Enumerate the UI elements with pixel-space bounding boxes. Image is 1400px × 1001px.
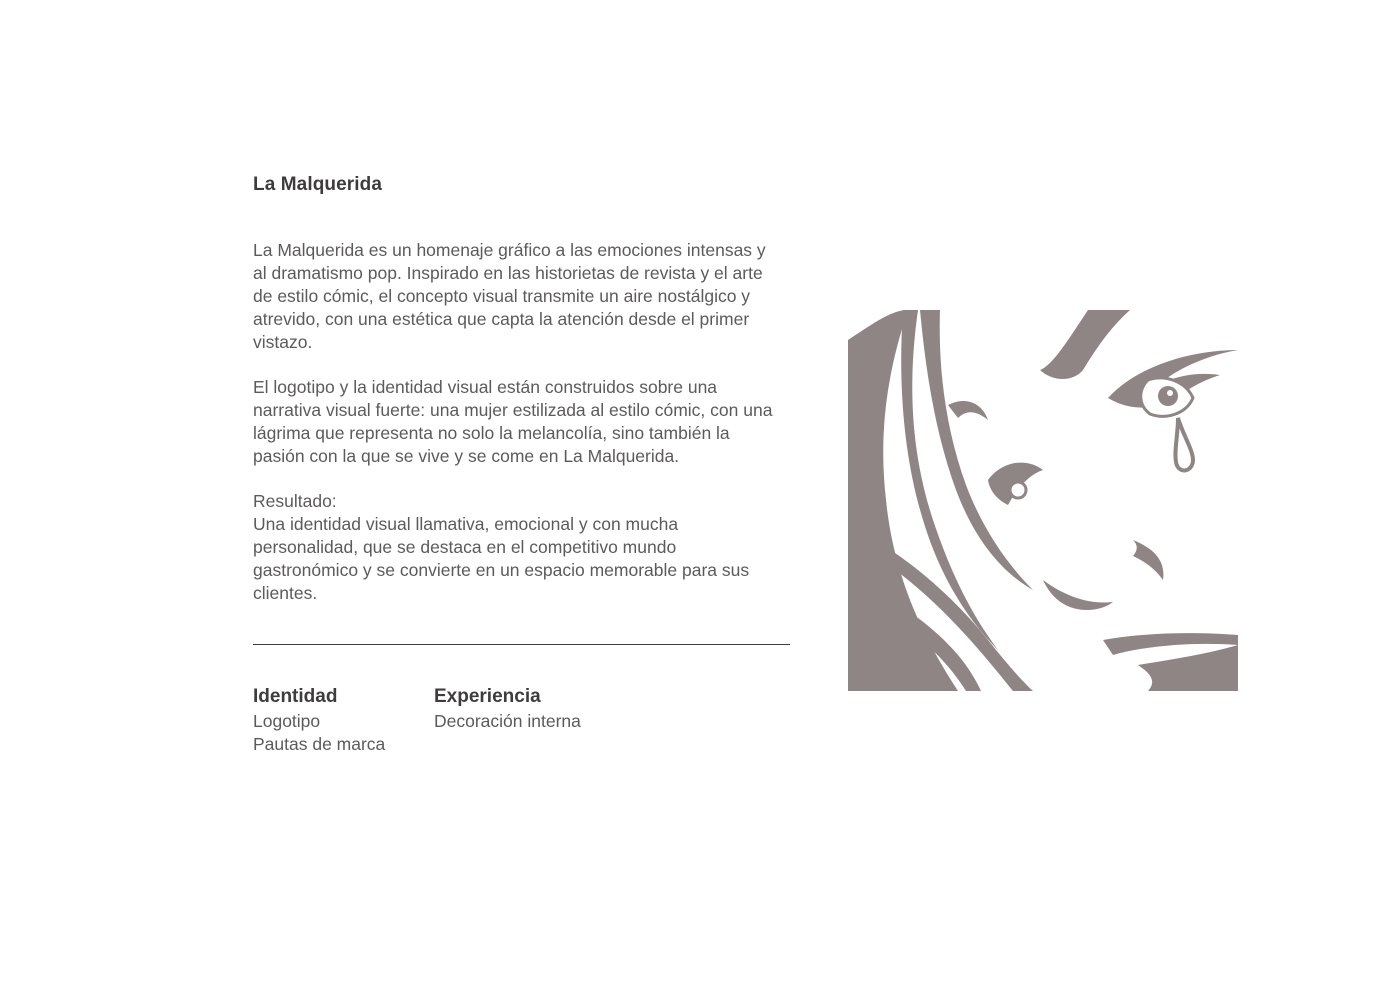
services-column-experiencia xyxy=(434,684,581,733)
services-item: Logotipo xyxy=(253,711,321,731)
description-paragraph: El logotipo y la identidad visual están construidos sobre una narrativa visual fuerte: una mujer estilizada al estilo cómic, con una lágrima que representa no solo la melancolía, sino también la pasión con la que se vive y se come en La Malquerida. xyxy=(253,377,773,466)
project-description xyxy=(253,239,783,627)
services-column-identidad xyxy=(253,684,385,756)
services-item: Decoración interna xyxy=(434,711,581,731)
services-heading: Experiencia xyxy=(434,686,541,707)
illustration-shapes xyxy=(848,310,1238,691)
result-text: Una identidad visual llamativa, emocional y con mucha personalidad, que se destaca en el competitivo mundo gastronómico y se convierte en un espacio memorable para sus clientes. xyxy=(253,514,750,603)
description-paragraph: La Malquerida es un homenaje gráfico a las emociones intensas y al dramatismo pop. Inspirado en las historietas de revista y el arte de estilo cómic, el concepto visual transmite un aire nostálgico y atrevido, con una estética que capta la atención desde el primer vistazo. xyxy=(253,240,766,352)
result-label: Resultado: xyxy=(253,491,337,511)
section-divider xyxy=(253,644,790,645)
project-title: La Malquerida xyxy=(253,174,383,195)
comic-woman-tear-illustration-icon xyxy=(848,310,1238,691)
services-heading: Identidad xyxy=(253,686,338,707)
services-item: Pautas de marca xyxy=(253,734,386,754)
